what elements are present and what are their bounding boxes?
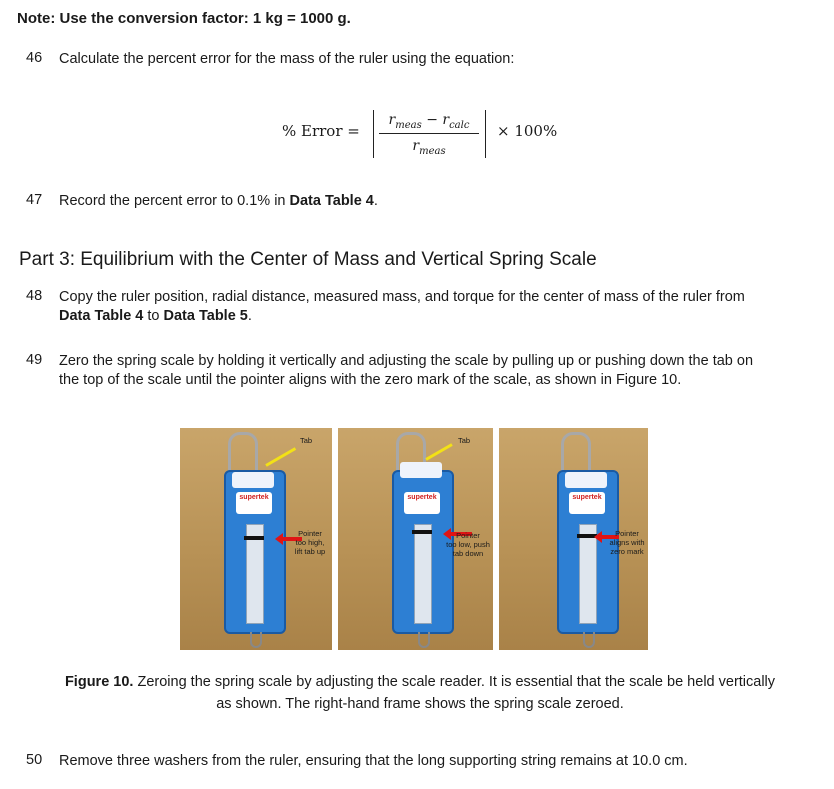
- step-49-number: 49: [26, 352, 43, 368]
- step-47-text: Record the percent error to 0.1% in Data Table 4.: [59, 193, 378, 209]
- equation-lhs: % Error =: [282, 122, 360, 140]
- step-50-text: Remove three washers from the ruler, ensuring that the long supporting string remains at 10.0 cm.: [59, 753, 688, 769]
- step-46-text: Calculate the percent error for the mass of the ruler using the equation:: [59, 51, 515, 67]
- figure-caption: Figure 10. Zeroing the spring scale by adjusting the scale reader. It is essential that the scale be held vertically as shown. The right-hand frame shows the spring scale zeroed.: [64, 674, 776, 712]
- step-48-text: Copy the ruler position, radial distance, measured mass, and torque for the center of mass of the ruler from Data Table 4 to Data Table 5.: [59, 289, 745, 324]
- step-48-number: 48: [26, 288, 43, 304]
- hook-icon: [228, 432, 258, 471]
- step-46-number: 46: [26, 50, 43, 66]
- scale-tab: [232, 472, 274, 488]
- step-47-number: 47: [26, 192, 43, 208]
- section-heading: Part 3: Equilibrium with the Center of Mass and Vertical Spring Scale: [19, 249, 597, 270]
- tab-label: Tab: [300, 436, 313, 445]
- bottom-hook-icon: [418, 632, 430, 648]
- fraction-line: [379, 133, 479, 134]
- brand-logo: supertek: [236, 492, 272, 514]
- conversion-note: Note: Use the conversion factor: 1 kg = 1000 g.: [17, 10, 351, 27]
- abs-bar-left: [373, 110, 374, 158]
- annotation: Pointer too high, lift tab up: [294, 529, 326, 556]
- hook-icon: [561, 432, 591, 471]
- abs-bar-right: [485, 110, 486, 158]
- percent-error-equation: [282, 108, 582, 160]
- tab-label: Tab: [458, 436, 471, 445]
- annotation: Pointer too low, push tab down: [446, 531, 490, 558]
- brand-logo: supertek: [404, 492, 440, 514]
- bottom-hook-icon: [250, 632, 262, 648]
- scale-tab: [400, 462, 442, 478]
- equation-numerator: $r_{meas} - r_{calc}$: [388, 112, 470, 131]
- yellow-arrow-icon: [265, 447, 296, 467]
- scale-tab: [565, 472, 607, 488]
- annotation: Pointer aligns with zero mark: [609, 529, 645, 556]
- spring-scale: [224, 470, 286, 634]
- figure-panel-3: [499, 428, 648, 650]
- figure-panel-1: [180, 428, 332, 650]
- step-50-number: 50: [26, 752, 43, 768]
- step-49-text: Zero the spring scale by holding it vertically and adjusting the scale by pulling up or pushing down the tab on the top of the scale until the pointer aligns with the zero mark of the scale, as shown in Figure 10.: [59, 353, 754, 388]
- yellow-arrow-icon: [425, 443, 452, 461]
- scale-pointer: [244, 536, 264, 540]
- scale-tube: [414, 524, 432, 624]
- equation-rhs: × 100%: [497, 122, 558, 140]
- scale-pointer: [412, 530, 432, 534]
- brand-logo: supertek: [569, 492, 605, 514]
- bottom-hook-icon: [583, 632, 595, 648]
- figure-panel-2: [338, 428, 493, 650]
- equation-denominator: $r_{meas}$: [412, 138, 446, 157]
